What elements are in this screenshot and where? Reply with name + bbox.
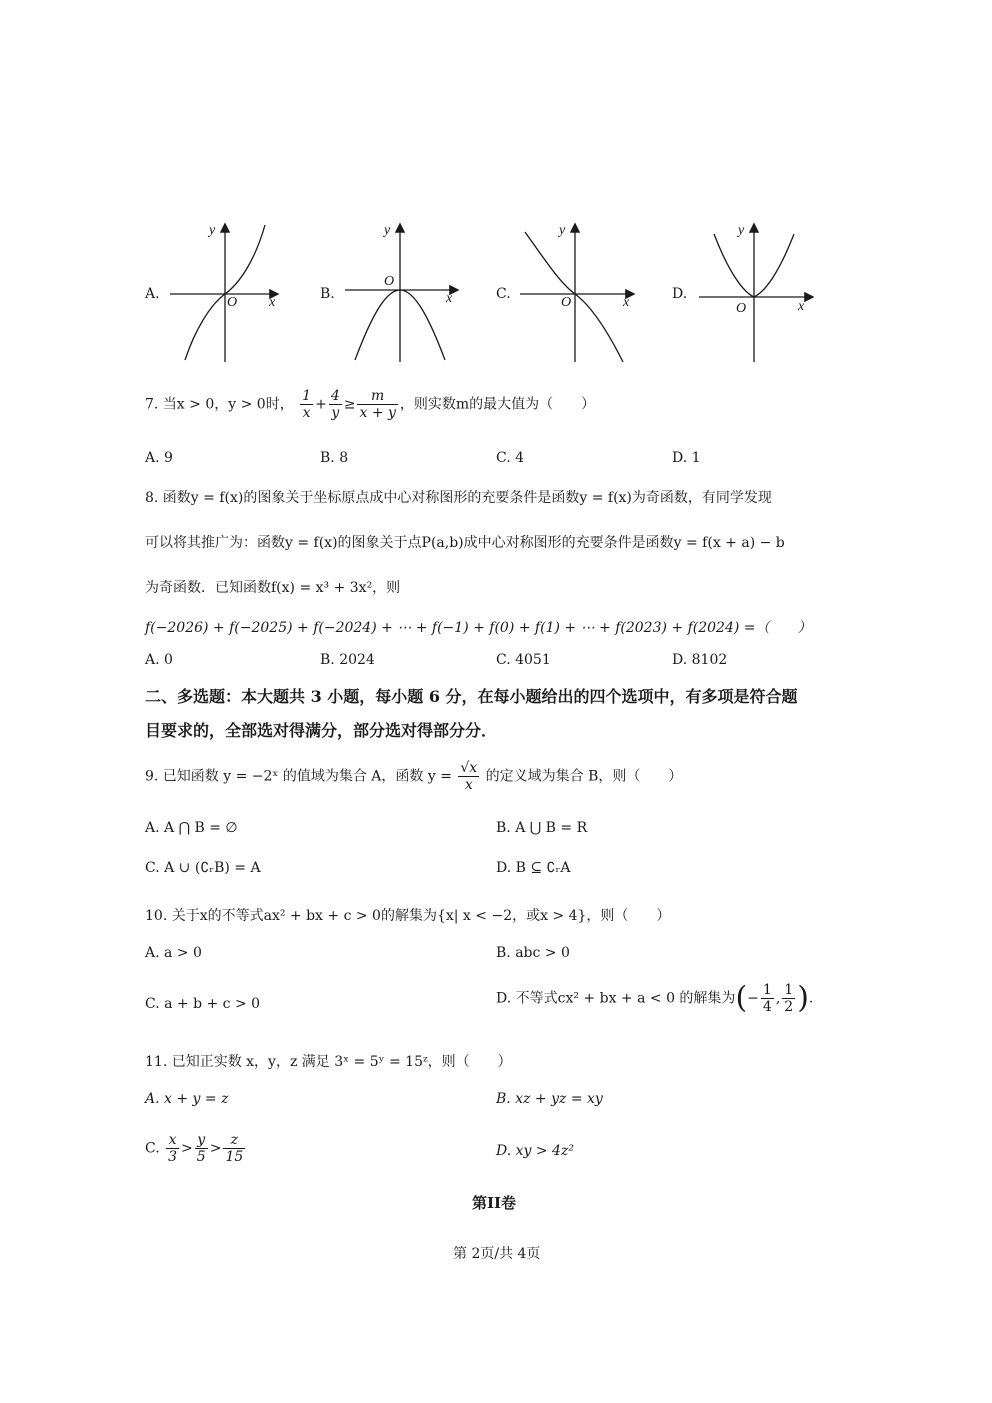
q7-option-a: A. 9	[145, 450, 173, 466]
graph-c	[515, 220, 637, 365]
q7-post: ，则实数m的最大值为（ ）	[399, 396, 596, 413]
q10-option-c: C. a + b + c > 0	[145, 996, 261, 1012]
q7-fraction-1: $\frac{1}{x}$	[302, 388, 312, 421]
q8-option-a: A. 0	[145, 652, 173, 668]
q7-option-d: D. 1	[672, 450, 701, 466]
graph-b-label: B.	[320, 286, 335, 302]
q10-option-d: D. 不等式cx² + bx + a < 0 的解集为(− $\frac{1}{4}$ , $\frac{1}{2}$ ).	[496, 980, 814, 1016]
curve	[525, 232, 623, 362]
q10-option-d-fraction-2: $\frac{1}{2}$	[784, 982, 794, 1015]
origin-label: O	[384, 274, 395, 289]
q8-line-1: 8. 函数y = f(x)的图象关于坐标原点成中心对称图形的充要条件是函数y = f(x)为奇函数，有同学发现	[145, 490, 772, 506]
graph-c-label: C.	[496, 286, 511, 302]
question-9	[145, 760, 682, 793]
x-axis-label: x	[269, 295, 276, 310]
q7-option-c: C. 4	[496, 450, 525, 466]
q9-fraction: $\frac{√x}{x}$	[460, 760, 478, 793]
q8-option-b: B. 2024	[320, 652, 375, 668]
q10-option-d-fraction-1: $\frac{1}{4}$	[762, 982, 772, 1015]
q7-option-b: B. 8	[320, 450, 349, 466]
q7-pre: 当x > 0，y > 0时，	[162, 396, 294, 413]
graph-a-label: A.	[145, 286, 160, 302]
q11-stem: 11. 已知正实数 x，y，z 满足 3ˣ = 5ʸ = 15ᶻ，则（ ）	[145, 1054, 512, 1070]
q9-option-d: D. B ⊆ ∁ᵣA	[496, 860, 571, 876]
q10-option-d-text: D. 不等式cx² + bx + a < 0 的解集为	[496, 990, 736, 1007]
q9-option-a: A. A ⋂ B = ∅	[145, 820, 238, 836]
x-axis-label: x	[623, 295, 630, 310]
q11-option-a: A. x + y = z	[145, 1091, 229, 1107]
page-footer: 第 2页/共 4页	[453, 1246, 541, 1262]
y-axis-label: y	[738, 223, 745, 238]
q10-option-a: A. a > 0	[145, 945, 202, 961]
x-axis-label: x	[446, 291, 453, 306]
q7-number: 7.	[145, 396, 159, 413]
q9-option-b: B. A ⋃ B = R	[496, 820, 588, 836]
q11-option-c: C. $\frac{x}{3}$ > $\frac{y}{5}$ > $\frac{z}{15}$	[145, 1132, 244, 1165]
q8-line-2: 可以将其推广为：函数y = f(x)的图象关于点P(a,b)成中心对称图形的充要条件是函数y = f(x + a) − b	[145, 535, 785, 551]
q10-stem: 10. 关于x的不等式ax² + bx + c > 0的解集为{x| x < −2，或x > 4}，则（ ）	[145, 908, 671, 924]
volume-title: 第II卷	[472, 1194, 517, 1212]
q11-option-c-fraction-3: $\frac{z}{15}$	[225, 1132, 244, 1165]
q11-option-c-fraction-1: $\frac{x}{3}$	[168, 1132, 178, 1165]
q8-line-4: f(−2026) + f(−2025) + f(−2024) + ⋯ + f(−1) + f(0) + f(1) + ⋯ + f(2023) + f(2024) =（ ）	[145, 620, 812, 636]
graph-b	[340, 220, 460, 365]
origin-label: O	[227, 295, 238, 310]
section-2-heading-line-1: 二、多选题：本大题共 3 小题，每小题 6 分，在每小题给出的四个选项中，有多项是符合题	[145, 687, 798, 706]
origin-label: O	[561, 295, 572, 310]
q8-option-c: C. 4051	[496, 652, 551, 668]
question-7: 7. 当x > 0，y > 0时， $\frac{1}{x}$ + $\frac{4}{y}$ ≥ $\frac{m}{x + y}$ ，则实数m的最大值为（ ）	[145, 388, 596, 421]
y-axis-label: y	[384, 223, 391, 238]
q9-option-c: C. A ∪ (∁ᵣB) = A	[145, 860, 261, 876]
graph-d	[694, 220, 816, 365]
origin-label: O	[736, 301, 747, 316]
q11-option-d: D. xy > 4z²	[496, 1143, 574, 1159]
q11-option-c-fraction-2: $\frac{y}{5}$	[196, 1132, 206, 1165]
section-2-heading-line-2: 目要求的，全部选对得满分，部分选对得部分分．	[145, 721, 498, 740]
y-axis-label: y	[209, 223, 216, 238]
q8-line-3: 为奇函数．已知函数f(x) = x³ + 3x²，则	[145, 580, 401, 596]
q10-option-b: B. abc > 0	[496, 945, 570, 961]
q7-fraction-2: $\frac{4}{y}$	[330, 388, 340, 421]
q7-fraction-3: $\frac{m}{x + y}$	[359, 388, 396, 421]
q9-pre: 9. 已知函数 y = −2ˣ 的值域为集合 A，函数 y =	[145, 768, 452, 785]
y-axis-label: y	[559, 223, 566, 238]
graph-d-label: D.	[672, 286, 688, 302]
graph-a	[165, 220, 285, 365]
q8-option-d: D. 8102	[672, 652, 728, 668]
x-axis-label: x	[798, 299, 805, 314]
q9-post: 的定义域为集合 B，则（ ）	[485, 768, 683, 785]
q11-option-b: B. xz + yz = xy	[496, 1091, 603, 1107]
